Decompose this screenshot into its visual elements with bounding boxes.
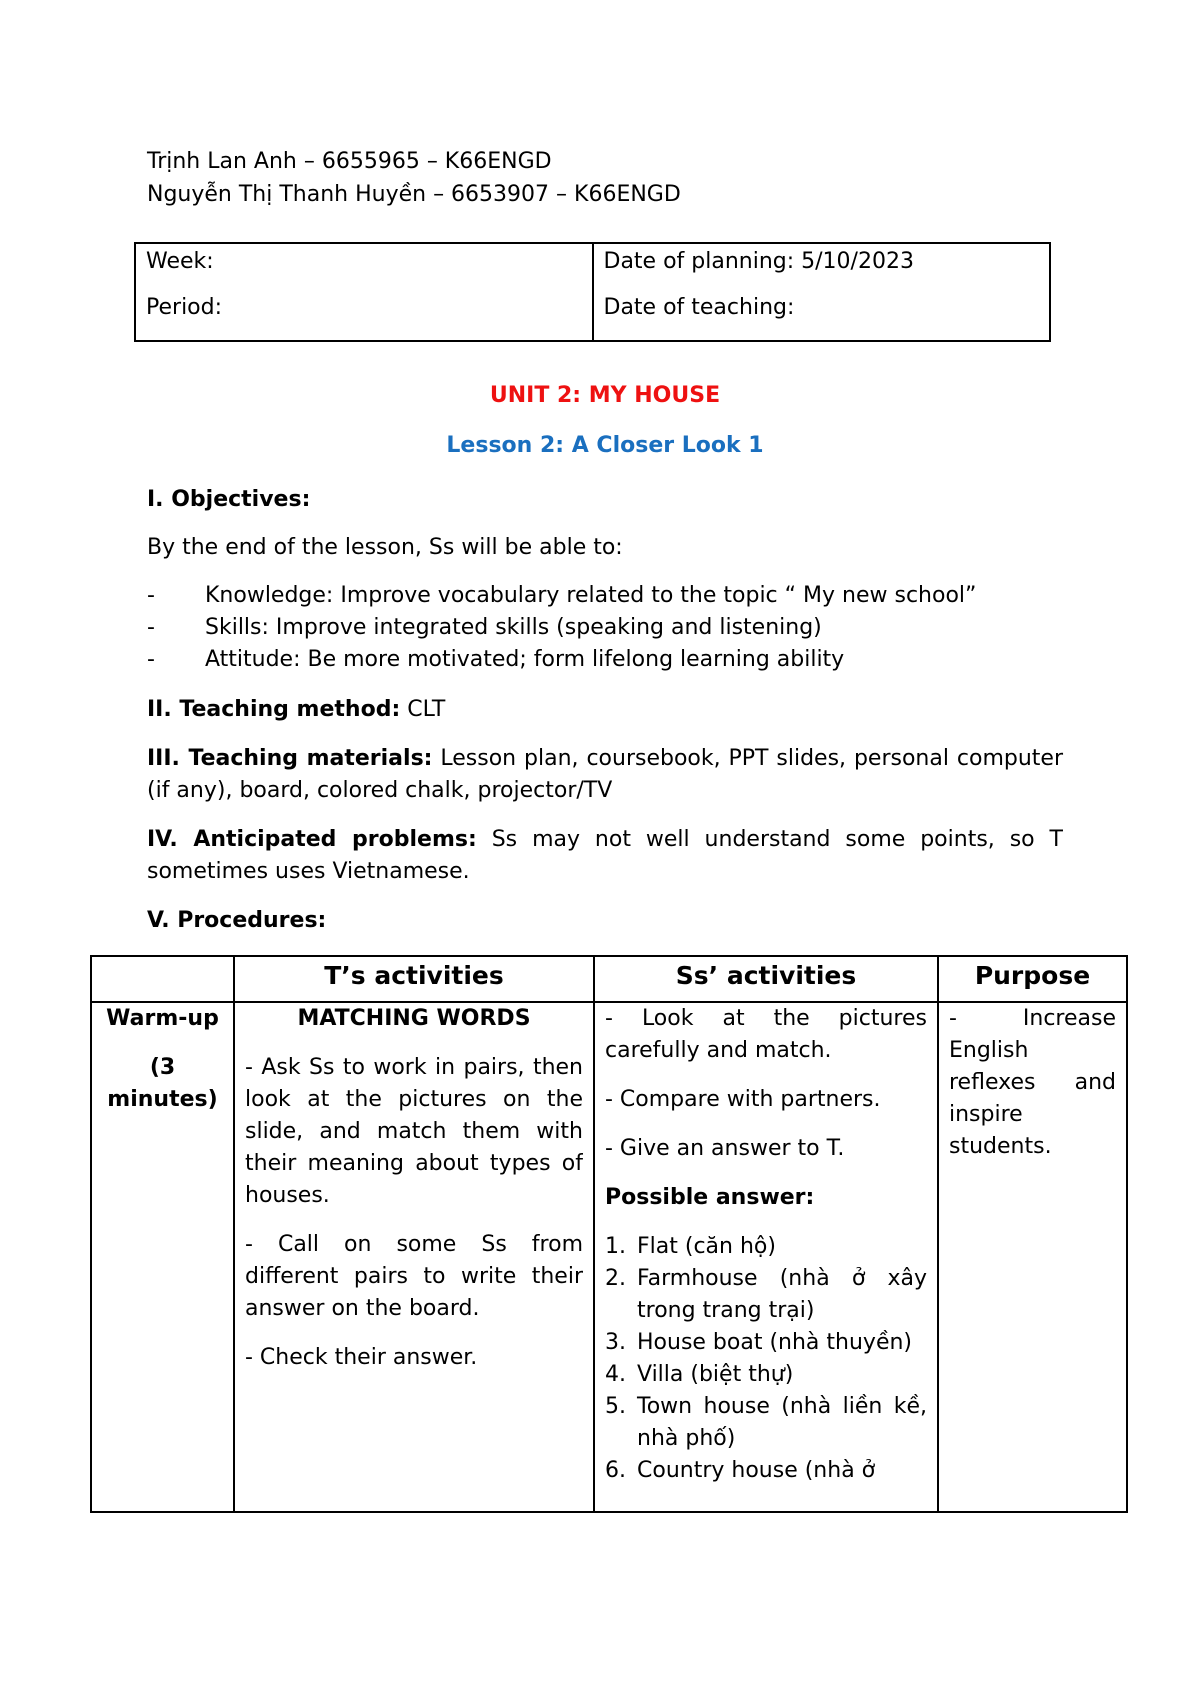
purpose-cell [938, 1002, 1127, 1512]
stage-time: (3 minutes) [107, 1055, 218, 1112]
anticipated-problems: IV. Anticipated problems: Ss may not well understand some points, so T sometimes uses Vietnamese. [147, 827, 1063, 884]
answer-list [605, 1231, 927, 1487]
t-activity: - Check their answer. [245, 1345, 478, 1370]
list-item: 6. Country house (nhà ở [605, 1458, 876, 1483]
t-activity: - Call on some Ss from different pairs to write their answer on the board. [245, 1232, 583, 1321]
ss-activity: - Give an answer to T. [605, 1136, 845, 1161]
objectives-heading: I. Objectives: [147, 487, 311, 512]
unit-title: UNIT 2: MY HOUSE [489, 383, 721, 408]
lesson-title: Lesson 2: A Closer Look 1 [446, 433, 764, 458]
list-item: 4. Villa (biệt thự) [605, 1362, 794, 1387]
possible-answer-label: Possible answer: [605, 1185, 815, 1210]
header-stage [91, 956, 234, 1002]
t-activities-cell [234, 1002, 594, 1512]
t-activity: - Ask Ss to work in pairs, then look at the pictures on the slide, and match them with their meaning about types of houses. [245, 1055, 583, 1208]
authors [147, 145, 681, 211]
stage-cell [91, 1002, 234, 1512]
lesson-info-table [134, 242, 1051, 342]
table-row [91, 1002, 1127, 1512]
list-item: - Skills: Improve integrated skills (speaking and listening) [147, 615, 822, 640]
header-ss-activities: Ss’ activities [594, 956, 938, 1002]
procedures-table [90, 955, 1128, 1513]
list-item: 2. Farmhouse (nhà ở xây trong trang trại) [605, 1266, 927, 1323]
ss-activity: - Compare with partners. [605, 1087, 881, 1112]
table-header-row [91, 956, 1127, 1002]
list-item: 1. Flat (căn hộ) [605, 1234, 776, 1259]
objectives-intro: By the end of the lesson, Ss will be able to: [147, 535, 623, 560]
objectives-list [147, 580, 976, 676]
date-planning-field: Date of planning: 5/10/2023 [603, 249, 914, 274]
author-line: Trịnh Lan Anh – 6655965 – K66ENGD [147, 149, 552, 174]
activity-title: MATCHING WORDS [297, 1006, 531, 1031]
week-field: Week: [146, 249, 214, 274]
ss-activity: - Look at the pictures carefully and match. [605, 1006, 927, 1063]
date-teaching-field: Date of teaching: [603, 295, 795, 320]
author-line: Nguyễn Thị Thanh Huyền – 6653907 – K66ENGD [147, 182, 681, 207]
period-field: Period: [146, 295, 223, 320]
teaching-method: II. Teaching method: CLT [147, 697, 446, 722]
teaching-materials: III. Teaching materials: Lesson plan, coursebook, PPT slides, personal computer (if any), board, colored chalk, projector/TV [147, 746, 1063, 803]
stage-name: Warm-up [106, 1006, 219, 1031]
header-purpose: Purpose [938, 956, 1127, 1002]
list-item: - Knowledge: Improve vocabulary related to the topic “ My new school” [147, 583, 977, 608]
header-t-activities: T’s activities [234, 956, 594, 1002]
list-item: - Attitude: Be more motivated; form lifelong learning ability [147, 647, 845, 672]
purpose-text: - Increase English reflexes and inspire students. [949, 1006, 1116, 1159]
info-cell-left [135, 243, 593, 341]
info-cell-right [593, 243, 1051, 341]
list-item: 5. Town house (nhà liền kề, nhà phố) [605, 1394, 927, 1451]
ss-activities-cell [594, 1002, 938, 1512]
list-item: 3. House boat (nhà thuyền) [605, 1330, 912, 1355]
procedures-heading: V. Procedures: [147, 908, 327, 933]
